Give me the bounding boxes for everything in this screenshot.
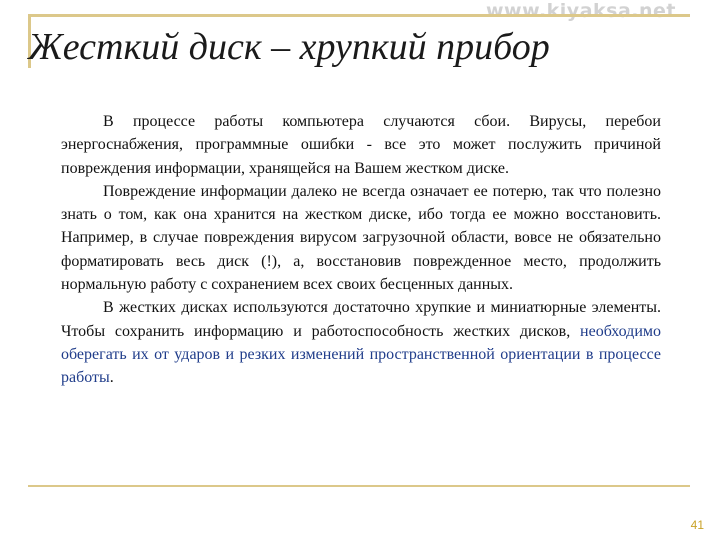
paragraph-3-end: . bbox=[109, 369, 114, 387]
paragraph-3 bbox=[61, 296, 661, 389]
page-number: 41 bbox=[690, 518, 704, 532]
slide-title: Жесткий диск – хрупкий прибор bbox=[28, 26, 550, 68]
paragraph-3-text: В жестких дисках используются достаточно хрупкие и миниатюрные элементы. Чтобы сохранить информацию и работоспособность жестких дисков, bbox=[61, 299, 661, 340]
paragraph-3-highlight: необходимо оберегать их от ударов и резких изменений пространственной ориентации в процессе работы bbox=[61, 322, 661, 387]
paragraph-1: В процессе работы компьютера случаются сбои. Вирусы, перебои энергоснабжения, программные ошибки - все это может послужить причиной повреждения информации, хранящейся на Вашем жестком диске. bbox=[61, 113, 661, 177]
bottom-divider bbox=[28, 485, 690, 487]
watermark: www.kiyaksa.net bbox=[486, 0, 676, 22]
slide-body bbox=[61, 110, 661, 390]
title-frame-top-line bbox=[28, 14, 690, 17]
paragraph-2: Повреждение информации далеко не всегда означает ее потерю, так что полезно знать о том, как она хранится на жестком диске, ибо тогда ее можно восстановить. Например, в случае повреждения вирусом загрузочной области, вовсе не обязательно форматировать весь диск (!), а, восстановив поврежденное место, продолжить нормальную работу с сохранением всех своих бесценных данных. bbox=[61, 182, 661, 294]
